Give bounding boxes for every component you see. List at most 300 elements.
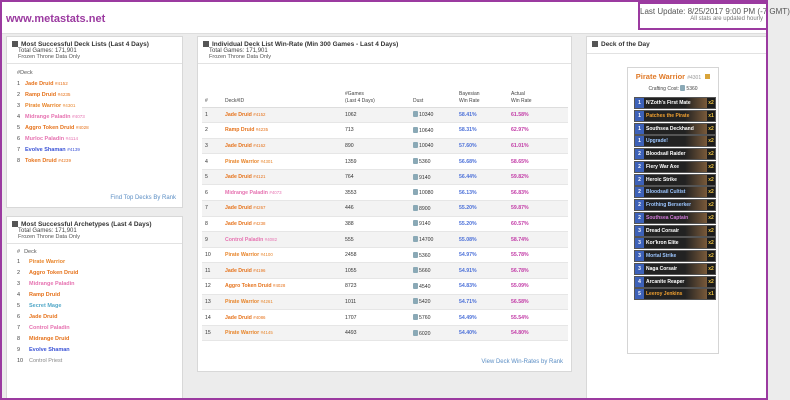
card-name: Upgrade!: [646, 138, 668, 145]
table-row[interactable]: [202, 263, 568, 279]
archetype-link[interactable]: Midrange Druid: [29, 336, 70, 342]
table-row[interactable]: [202, 216, 568, 232]
archetype-link[interactable]: Aggro Token Druid: [29, 270, 79, 276]
row-dust: [410, 201, 456, 217]
dust-value: 10040: [419, 143, 434, 150]
card-count: x2: [708, 189, 714, 196]
bayes-header-1: Bayesian: [459, 90, 480, 97]
dust-value: 4540: [419, 283, 431, 290]
card-count: x2: [708, 100, 714, 106]
row-rank: 8: [202, 216, 222, 232]
row-games: 2458: [342, 247, 410, 263]
row-actual: 56.78%: [508, 263, 568, 279]
mana-cost: 1: [635, 136, 644, 146]
row-deck: [222, 263, 342, 279]
row-dust: [410, 325, 456, 341]
row-deck: [222, 185, 342, 201]
actual-header-2: Win Rate: [511, 97, 532, 104]
row-bayesian: 55.08%: [456, 232, 508, 248]
dust-value: 8900: [419, 205, 431, 212]
mana-cost: 1: [635, 98, 644, 108]
col-num[interactable]: #: [202, 85, 222, 107]
deck-id: #4152: [54, 81, 68, 86]
bayes-header-2: Win Rate: [459, 97, 480, 104]
deck-of-day-id: #4301: [687, 75, 702, 81]
deck-id: #4301: [260, 158, 273, 164]
row-dust: [410, 279, 456, 295]
row-deck: [222, 169, 342, 185]
list-item[interactable]: [17, 89, 182, 100]
deck-link[interactable]: Aggro Token Druid: [25, 125, 75, 131]
list-item[interactable]: [17, 133, 182, 144]
database-icon: [12, 221, 18, 227]
bar-chart-icon[interactable]: [705, 74, 710, 79]
card-art-image: [685, 136, 707, 146]
deck-id: #4261: [260, 298, 273, 304]
list-item[interactable]: [17, 78, 182, 89]
list-item[interactable]: [17, 323, 182, 334]
list-item[interactable]: [17, 345, 182, 356]
row-bayesian: 56.44%: [456, 169, 508, 185]
archetype-link[interactable]: Control Priest: [29, 358, 63, 364]
row-bayesian: 54.40%: [456, 325, 508, 341]
card-art-image: [685, 289, 707, 299]
row-rank: 11: [202, 263, 222, 279]
dust-icon: [413, 330, 418, 336]
card-row[interactable]: [634, 225, 716, 237]
deck-id: #4238: [253, 220, 266, 226]
card-name: Patches the Pirate: [646, 112, 690, 119]
list-item[interactable]: [17, 257, 182, 268]
dust-icon: [413, 314, 418, 320]
mana-cost: 3: [635, 238, 644, 248]
archetype-link[interactable]: Pirate Warrior: [29, 259, 66, 265]
row-games: 1359: [342, 154, 410, 170]
col-deck: Deck: [24, 249, 37, 255]
row-deck: [222, 123, 342, 139]
deck-link[interactable]: Ramp Druid: [225, 127, 255, 134]
list-item[interactable]: [17, 312, 182, 323]
col-actual[interactable]: [508, 85, 568, 107]
deck-id: #4196: [253, 267, 266, 273]
card-name: Leeroy Jenkins: [646, 291, 683, 298]
row-actual: 58.74%: [508, 232, 568, 248]
row-actual: 55.54%: [508, 310, 568, 326]
card-count: x2: [708, 163, 714, 170]
deck-of-day-title: Deck of the Day: [601, 41, 650, 48]
dust-value: 5420: [419, 299, 431, 306]
row-dust: [410, 294, 456, 310]
dust-value: 5360: [419, 159, 431, 166]
row-dust: [410, 216, 456, 232]
dust-icon: [413, 127, 418, 133]
card-name: Arcanite Reaper: [646, 278, 685, 285]
deck-of-day-panel: [586, 36, 768, 400]
deck-link[interactable]: Jade Druid: [225, 205, 252, 212]
deck-link[interactable]: Jade Druid: [225, 314, 252, 321]
card-row[interactable]: [634, 161, 716, 173]
row-dust: [410, 138, 456, 154]
list-item[interactable]: [17, 122, 182, 133]
card-name: N'Zoth's First Mate: [646, 100, 691, 106]
deck-link[interactable]: Pirate Warrior: [225, 298, 260, 305]
card-row[interactable]: [634, 110, 716, 122]
table-row[interactable]: [202, 169, 568, 185]
table-row[interactable]: [202, 185, 568, 201]
card-name: Southsea Captain: [646, 214, 689, 221]
deck-lists-title: Most Successful Deck Lists (Last 4 Days): [21, 41, 149, 48]
deck-lists-list: [7, 64, 182, 166]
card-row[interactable]: [634, 174, 716, 186]
col-deck-id[interactable]: Deck#ID: [222, 85, 342, 107]
item-rank: 7: [17, 325, 21, 331]
card-art-image: [685, 149, 707, 159]
card-art-image: [685, 226, 707, 236]
deck-link[interactable]: Jade Druid: [225, 174, 252, 181]
mana-cost: 2: [635, 162, 644, 172]
games-header-1: #Games: [345, 90, 364, 97]
deck-id: #4145: [260, 330, 273, 336]
card-art-image: [685, 238, 707, 248]
card-art-image: [685, 175, 707, 185]
archetype-link[interactable]: Midrange Paladin: [29, 281, 75, 287]
table-row[interactable]: [202, 154, 568, 170]
dust-icon: [680, 85, 685, 91]
dust-value: 10340: [419, 112, 434, 119]
row-rank: 6: [202, 185, 222, 201]
deck-id: #4235: [57, 92, 71, 97]
row-rank: 4: [202, 154, 222, 170]
card-count: x2: [708, 227, 714, 234]
row-games: 764: [342, 169, 410, 185]
dust-icon: [413, 252, 418, 258]
deck-of-day-name[interactable]: Pirate Warrior: [635, 72, 686, 81]
row-rank: 14: [202, 310, 222, 326]
row-rank: 12: [202, 279, 222, 295]
deck-link[interactable]: Token Druid: [25, 158, 57, 164]
dust-value: 5360: [419, 252, 431, 259]
winrate-heading: [198, 37, 571, 48]
table-header-row: [202, 85, 568, 107]
site-logo[interactable]: www.metastats.net: [6, 13, 106, 25]
dust-value: 10080: [419, 190, 434, 197]
item-rank: 5: [17, 125, 21, 131]
card-row[interactable]: [634, 288, 716, 300]
deck-link[interactable]: Ramp Druid: [25, 92, 57, 98]
deck-lists-heading: [7, 37, 182, 48]
row-rank: 15: [202, 325, 222, 341]
row-bayesian: 56.68%: [456, 154, 508, 170]
top-bar: [0, 0, 790, 34]
row-games: 1011: [342, 294, 410, 310]
col-num: #: [17, 249, 21, 255]
card-count: x2: [708, 214, 714, 221]
table-row[interactable]: [202, 279, 568, 295]
deck-of-day-heading: [587, 37, 767, 48]
list-item[interactable]: [17, 301, 182, 312]
dust-icon: [413, 298, 418, 304]
crafting-cost-label: Crafting Cost:: [648, 86, 680, 92]
item-rank: 8: [17, 158, 21, 164]
card-count: x2: [708, 151, 714, 157]
mana-cost: 1: [635, 111, 644, 121]
list-item[interactable]: [17, 268, 182, 279]
row-dust: [410, 154, 456, 170]
table-row[interactable]: [202, 123, 568, 139]
row-actual: 58.65%: [508, 154, 568, 170]
deck-id: #4028: [75, 125, 89, 130]
archetypes-list: [7, 244, 182, 367]
database-icon: [592, 41, 598, 47]
dust-icon: [413, 220, 418, 226]
deck-id: #4139: [67, 147, 80, 152]
row-bayesian: 54.91%: [456, 263, 508, 279]
deck-link[interactable]: Pirate Warrior: [225, 158, 260, 165]
last-update-box: [638, 2, 790, 30]
dust-value: 6020: [419, 330, 431, 337]
card-art-image: [685, 162, 707, 172]
card-row[interactable]: [634, 263, 716, 275]
list-item[interactable]: [17, 279, 182, 290]
mana-cost: 3: [635, 226, 644, 236]
winrate-table: [202, 85, 568, 341]
card-count: x2: [708, 176, 714, 183]
deck-id: #4073: [72, 114, 85, 119]
col-bayesian[interactable]: [456, 85, 508, 107]
row-actual: 60.57%: [508, 216, 568, 232]
card-row[interactable]: [634, 212, 716, 224]
row-dust: [410, 310, 456, 326]
row-games: 8723: [342, 279, 410, 295]
row-rank: 9: [202, 232, 222, 248]
mana-cost: 1: [635, 124, 644, 134]
row-dust: [410, 185, 456, 201]
deck-lists-panel: [6, 36, 183, 208]
games-header-2: (Last 4 Days): [345, 97, 375, 104]
row-games: 555: [342, 232, 410, 248]
card-row[interactable]: [634, 135, 716, 147]
mana-cost: 2: [635, 149, 644, 159]
deck-id: #4073: [269, 189, 282, 195]
row-rank: 5: [202, 169, 222, 185]
row-deck: [222, 232, 342, 248]
row-games: 4493: [342, 325, 410, 341]
archetype-link[interactable]: Secret Mage: [29, 303, 62, 309]
deck-id: #4267: [253, 205, 266, 211]
item-rank: 9: [17, 347, 21, 353]
card-row[interactable]: [634, 148, 716, 160]
list-item[interactable]: [17, 356, 182, 367]
card-art-image: [685, 264, 707, 274]
deck-id: #4152: [253, 111, 266, 117]
item-rank: 10: [17, 358, 24, 364]
list-item[interactable]: [17, 155, 182, 166]
col-games[interactable]: [342, 85, 410, 107]
row-bayesian: 58.31%: [456, 123, 508, 139]
list-item[interactable]: [17, 100, 182, 111]
table-row[interactable]: [202, 201, 568, 217]
item-rank: 5: [17, 303, 21, 309]
deck-link[interactable]: Jade Druid: [225, 220, 252, 227]
row-deck: [222, 201, 342, 217]
update-note: All stats are updated hourly: [690, 16, 763, 22]
row-rank: 13: [202, 294, 222, 310]
dust-icon: [413, 205, 418, 211]
deck-link[interactable]: Pirate Warrior: [225, 330, 260, 337]
deck-link[interactable]: Jade Druid: [25, 81, 54, 87]
row-dust: [410, 107, 456, 123]
dust-value: 9140: [419, 174, 431, 181]
table-row[interactable]: [202, 247, 568, 263]
deck-of-day-name-row: [628, 68, 718, 81]
view-deck-winrates-link[interactable]: View Deck Win-Rates by Rank: [481, 359, 563, 365]
mana-cost: 2: [635, 213, 644, 223]
card-row[interactable]: [634, 97, 716, 109]
card-count: x1: [708, 291, 714, 298]
card-row[interactable]: [634, 276, 716, 288]
actual-header-1: Actual: [511, 90, 525, 97]
card-row[interactable]: [634, 186, 716, 198]
archetype-link[interactable]: Control Paladin: [29, 325, 70, 331]
winrate-title: Individual Deck List Win-Rate (Min 300 Games - Last 4 Days): [212, 41, 399, 48]
card-name: Mortal Strike: [646, 253, 677, 259]
row-deck: [222, 325, 342, 341]
item-rank: 3: [17, 103, 21, 109]
table-row[interactable]: [202, 294, 568, 310]
deck-link[interactable]: Jade Druid: [225, 142, 252, 149]
deck-id: #4301: [62, 103, 76, 108]
find-top-decks-link[interactable]: Find Top Decks By Rank: [110, 195, 176, 201]
mana-cost: 4: [635, 277, 644, 287]
row-rank: 7: [202, 201, 222, 217]
dust-value: 10640: [419, 127, 434, 134]
card-name: Frothing Berserker: [646, 202, 692, 208]
database-icon: [12, 41, 18, 47]
card-art-image: [685, 251, 707, 261]
list-item[interactable]: [17, 144, 182, 155]
dust-value: 5660: [419, 268, 431, 275]
card-name: Southsea Deckhand: [646, 125, 694, 132]
row-deck: [222, 247, 342, 263]
row-actual: 61.58%: [508, 107, 568, 123]
row-games: 3553: [342, 185, 410, 201]
dust-value: 14700: [419, 237, 434, 244]
deck-link[interactable]: Aggro Token Druid: [225, 283, 272, 290]
mana-cost: 3: [635, 264, 644, 274]
deck-id: #4235: [255, 127, 269, 133]
database-icon: [203, 41, 209, 47]
item-rank: 4: [17, 292, 21, 298]
card-row[interactable]: [634, 250, 716, 262]
mana-cost: 5: [635, 289, 644, 299]
row-actual: 59.82%: [508, 169, 568, 185]
item-rank: 2: [17, 270, 21, 276]
winrate-note: Frozen Throne Data Only: [209, 54, 271, 60]
row-deck: [222, 216, 342, 232]
row-rank: 2: [202, 123, 222, 139]
table-row[interactable]: [202, 232, 568, 248]
deck-lists-note: Frozen Throne Data Only: [18, 54, 80, 60]
row-bayesian: 54.49%: [456, 310, 508, 326]
item-rank: 2: [17, 92, 21, 98]
card-row[interactable]: [634, 123, 716, 135]
deck-link[interactable]: Pirate Warrior: [225, 252, 260, 259]
list-item[interactable]: [17, 290, 182, 301]
card-name: Naga Corsair: [646, 265, 678, 272]
deck-link[interactable]: Jade Druid: [225, 111, 252, 118]
card-art-image: [685, 187, 707, 197]
table-row[interactable]: [202, 138, 568, 154]
archetype-link[interactable]: Jade Druid: [29, 314, 58, 320]
archetypes-panel: [6, 216, 183, 400]
row-games: 890: [342, 138, 410, 154]
deck-id: #4028: [273, 283, 286, 289]
row-actual: 56.58%: [508, 294, 568, 310]
row-rank: 10: [202, 247, 222, 263]
table-row[interactable]: [202, 310, 568, 326]
deck-link[interactable]: Midrange Paladin: [225, 189, 268, 196]
card-name: Heroic Strike: [646, 176, 677, 183]
card-row[interactable]: [634, 237, 716, 249]
deck-link[interactable]: Midrange Paladin: [25, 114, 71, 120]
deck-id: #4082: [264, 236, 278, 242]
archetypes-note: Frozen Throne Data Only: [18, 234, 80, 240]
row-deck: [222, 138, 342, 154]
row-dust: [410, 247, 456, 263]
row-bayesian: 55.20%: [456, 216, 508, 232]
row-dust: [410, 232, 456, 248]
card-row[interactable]: [634, 199, 716, 211]
deck-link[interactable]: Murloc Paladin: [25, 136, 65, 142]
dust-value: 5760: [419, 315, 431, 322]
archetypes-title: Most Successful Archetypes (Last 4 Days): [21, 221, 152, 228]
list-item[interactable]: [17, 111, 182, 122]
row-actual: 61.01%: [508, 138, 568, 154]
item-rank: 7: [17, 147, 21, 153]
card-count: x2: [708, 138, 714, 145]
card-name: Dread Corsair: [646, 227, 680, 234]
crafting-cost-value: 5360: [686, 86, 698, 92]
mana-cost: 2: [635, 175, 644, 185]
item-rank: 1: [17, 81, 21, 87]
list-item[interactable]: [17, 334, 182, 345]
col-dust[interactable]: Dust: [410, 85, 456, 107]
card-count: x1: [708, 112, 714, 119]
deck-link[interactable]: Jade Druid: [225, 267, 252, 274]
archetype-link[interactable]: Ramp Druid: [29, 292, 61, 298]
item-rank: 3: [17, 281, 21, 287]
row-bayesian: 55.20%: [456, 201, 508, 217]
card-name: Bloodsail Cultist: [646, 189, 686, 196]
row-actual: 56.83%: [508, 185, 568, 201]
row-deck: [222, 107, 342, 123]
row-games: 388: [342, 216, 410, 232]
row-bayesian: 57.60%: [456, 138, 508, 154]
archetype-link[interactable]: Evolve Shaman: [29, 347, 70, 353]
table-row[interactable]: [202, 107, 568, 123]
row-actual: 55.09%: [508, 279, 568, 295]
table-row[interactable]: [202, 325, 568, 341]
card-count: x2: [708, 253, 714, 259]
deck-link[interactable]: Evolve Shaman: [25, 147, 66, 153]
deck-link[interactable]: Control Paladin: [225, 236, 264, 243]
row-actual: 55.78%: [508, 247, 568, 263]
card-count: x2: [708, 125, 714, 132]
dust-value: 9140: [419, 221, 431, 228]
deck-link[interactable]: Pirate Warrior: [25, 103, 62, 109]
item-rank: 4: [17, 114, 21, 120]
deck-of-day-card[interactable]: [627, 67, 719, 354]
